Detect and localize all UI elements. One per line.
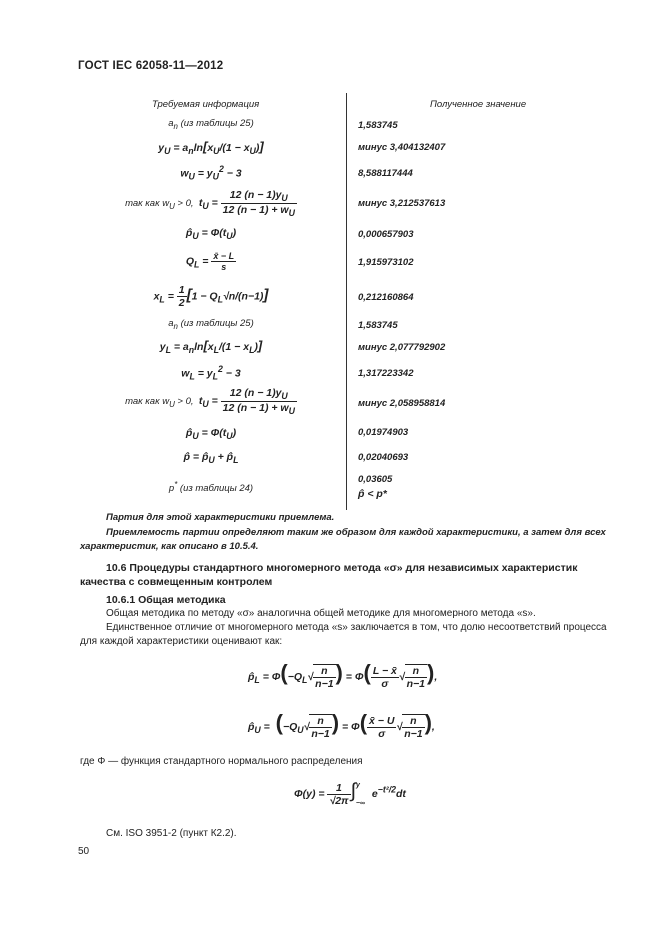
table-row-7-left: $x_L$ = $\frac{1}{2}$ $[1 - Q_L√n/(n-1)]$ — [153, 284, 269, 309]
paragraph-general: Общая методика по методу «σ» аналогична общей методике для многомерного метода «s». — [106, 608, 536, 619]
table-row-2-right: минус 3,404132407 — [358, 142, 446, 153]
reference-note: См. ISO 3951-2 (пункт К2.2). — [106, 828, 237, 839]
table-row-7-right: 0,212160864 — [358, 292, 414, 303]
table-row-13-left: p̂ = $p̂_U$ + $p̂_L$ — [183, 451, 239, 466]
table-row-5-left: $p̂_U = \Phi(t_U)$ — [185, 227, 237, 242]
formula-p-upper: $p̂_U = (-Q_U√$ $\frac{n}{n-1}$ ) = Φ( $\frac{x̄ - U}{\sigma}$ √ $\frac{n}{n-1}$ ), — [248, 710, 435, 741]
formula-p-lower: $p̂_L = \Phi(-Q_L√$ $\frac{n}{n-1}$ ) = Φ( $\frac{L - x̄}{\sigma}$ √ $\frac{n}{n-1}$ ), — [248, 660, 438, 691]
table-divider — [346, 93, 347, 510]
table-row-13-right: 0,02040693 — [358, 452, 409, 463]
table-row-11-left: так как $w_U > 0$, $t_U$ = $\frac{12 (n - 1)y_U}{12 (n - 1) + w_U}$ — [125, 387, 295, 417]
table-row-4-left: так как $w_U > 0$, $t_U$ = $\frac{12 (n - 1)y_U}{12 (n - 1) + w_U}$ — [125, 189, 295, 219]
table-row-12-left: $p̂_U = \Phi(t_U)$ — [185, 427, 237, 442]
formula-phi: Φ(y) = $\frac{1}{√2\pi}$ ∫$^y_{-\infty}$ $e^{-t^2/2}dt$ — [294, 780, 406, 807]
table-row-6-right: 1,915973102 — [358, 257, 414, 268]
table-row-14-right-comparison: p̂ < p* — [358, 488, 387, 500]
table-row-8-left: $a_n$ (из таблицы 25) — [168, 318, 254, 331]
page-number: 50 — [78, 846, 90, 857]
table-row-3-right: 8,588117444 — [358, 168, 413, 179]
table-row-8-right: 1,583745 — [358, 320, 398, 331]
table-row-2-left: $y_U = a_n\ln[x_U/(1 - x_U)]$ — [158, 139, 264, 157]
document-header: ГОСТ IEC 62058-11—2012 — [78, 60, 224, 72]
table-row-14-left: p* (из таблицы 24) — [168, 480, 254, 495]
table-row-12-right: 0,01974903 — [358, 427, 409, 438]
subsection-title: 10.6.1 Общая методика — [106, 594, 226, 606]
table-row-9-right: минус 2,077792902 — [358, 342, 446, 353]
column-header-left: Требуемая информация — [152, 99, 260, 110]
section-title: 10.6 Процедуры стандартного многомерного метода «σ» для независимых характеристик качества с совмещенным контролем — [80, 562, 578, 588]
acceptance-procedure-note: Приемлемость партии определяют таким же образом для каждой характеристики, а затем для всех характеристик, как описано в 10.5.4. — [80, 527, 606, 552]
table-row-5-right: 0,000657903 — [358, 229, 414, 240]
table-row-4-right: минус 3,212537613 — [358, 198, 446, 209]
table-row-10-left: $w_L = y_L^2 - 3$ — [181, 364, 241, 382]
paragraph-difference: Единственное отличие от многомерного метода «s» заключается в том, что долю несоответствий процесса для каждой характеристики оценивают как: — [80, 622, 607, 647]
function-definition: где Φ — функция стандартного нормального распределения — [80, 756, 363, 767]
table-row-14-right: 0,03605 — [358, 474, 393, 485]
acceptance-note: Партия для этой характеристики приемлема. — [106, 512, 335, 523]
table-row-10-right: 1,317223342 — [358, 368, 414, 379]
table-row-1-right: 1,583745 — [358, 120, 398, 131]
table-row-11-right: минус 2,058958814 — [358, 398, 446, 409]
table-row-6-left: $Q_L$ = $\frac{x̄ - L}{s}$ — [185, 251, 235, 272]
table-row-1-left: $a_n$ (из таблицы 25) — [168, 118, 254, 131]
table-row-9-left: $y_L = a_n\ln[x_L/(1 - x_L)]$ — [159, 338, 263, 356]
column-header-right: Полученное значение — [430, 99, 527, 110]
table-row-3-left: $w_U = y_U^2 - 3$ — [180, 164, 242, 182]
